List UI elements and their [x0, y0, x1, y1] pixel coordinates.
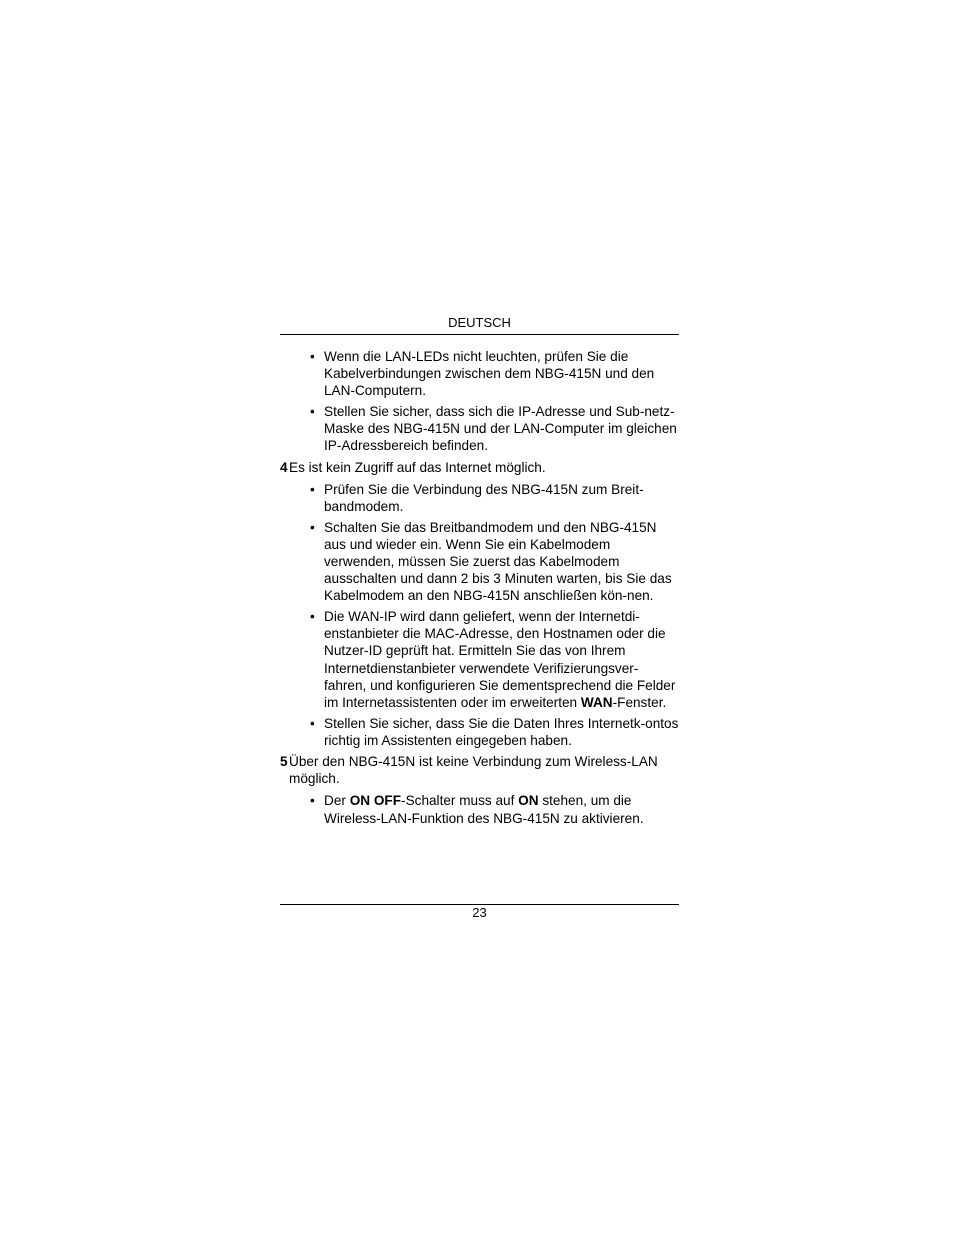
bold-term-on: ON [518, 793, 539, 809]
bold-term-on-off: ON OFF [349, 793, 402, 809]
bullet-mark: • [310, 349, 315, 364]
bullet-text-tail: -Fenster. [612, 695, 667, 711]
page-body [280, 314, 679, 830]
bullet-list-top [280, 348, 679, 455]
content [280, 335, 679, 827]
bullet-list-item5 [280, 792, 679, 826]
bullet-text: Prüfen Sie die Verbindung des NBG-415N zum Breit-bandmodem. [324, 481, 644, 515]
page-header-language: DEUTSCH [448, 315, 511, 330]
page-footer [280, 904, 679, 921]
item-number: 4 [280, 459, 288, 475]
bullet-text: Stellen Sie sicher, dass sich die IP-Adresse und Sub-netz-Maske des NBG-415N und der LAN-Computer im gleichen IP-Adressbereich befinden. [324, 404, 677, 454]
list-item [310, 519, 679, 605]
list-item [310, 481, 679, 515]
page-number: 23 [472, 905, 487, 920]
bullet-text: Stellen Sie sicher, dass Sie die Daten Ihres Internetk-ontos richtig im Assistenten eingegeben haben. [324, 715, 679, 748]
bullet-mark: • [310, 609, 315, 625]
list-item [310, 792, 679, 826]
item-number: 5 [280, 754, 288, 770]
list-item [310, 715, 679, 749]
bullet-text-mid: -Schalter muss auf [401, 793, 519, 809]
bullet-list-item4 [280, 481, 679, 749]
list-item [310, 608, 679, 711]
bullet-mark: • [310, 793, 315, 809]
item-text: Über den NBG-415N ist keine Verbindung zum Wireless-LAN möglich. [289, 754, 658, 787]
bullet-text: Der [324, 793, 350, 809]
item-text: Es ist kein Zugriff auf das Internet möglich. [289, 459, 546, 475]
numbered-item-4 [280, 459, 679, 476]
bullet-text: Die WAN-IP wird dann geliefert, wenn der Internetdi-enstanbieter die MAC-Adresse, den Hostnamen oder die Nutzer-ID geprüft hat. Ermitteln Sie das von Ihrem Internetdienstanbieter verwendete Verifizierungsver-fahren, und konfigurieren Sie dementsprechend die Felder im Internetassistenten oder im erweiterten [324, 609, 676, 711]
bullet-mark: • [310, 481, 315, 497]
list-item [310, 403, 679, 455]
bullet-text-post: stehen, um die Wireless-LAN-Funktion des NBG-415N zu aktivieren. [324, 793, 644, 826]
bullet-text: Schalten Sie das Breitbandmodem und den NBG-415N aus und wieder ein. Wenn Sie ein Kabelmodem verwenden, müssen Sie zuerst das Kabelmodem ausschalten und dann 2 bis 3 Minuten warten, bis Sie das Kabelmodem an den NBG-415N anschließen kön-nen. [324, 519, 672, 604]
bold-term-wan: WAN [580, 695, 613, 711]
bullet-mark: • [310, 715, 315, 731]
list-item [310, 348, 679, 400]
bullet-mark: • [310, 519, 315, 535]
bullet-mark: • [310, 404, 315, 419]
numbered-item-5 [280, 753, 679, 787]
bullet-text: Wenn die LAN-LEDs nicht leuchten, prüfen Sie die Kabelverbindungen zwischen dem NBG-415N und den LAN-Computern. [324, 349, 655, 399]
